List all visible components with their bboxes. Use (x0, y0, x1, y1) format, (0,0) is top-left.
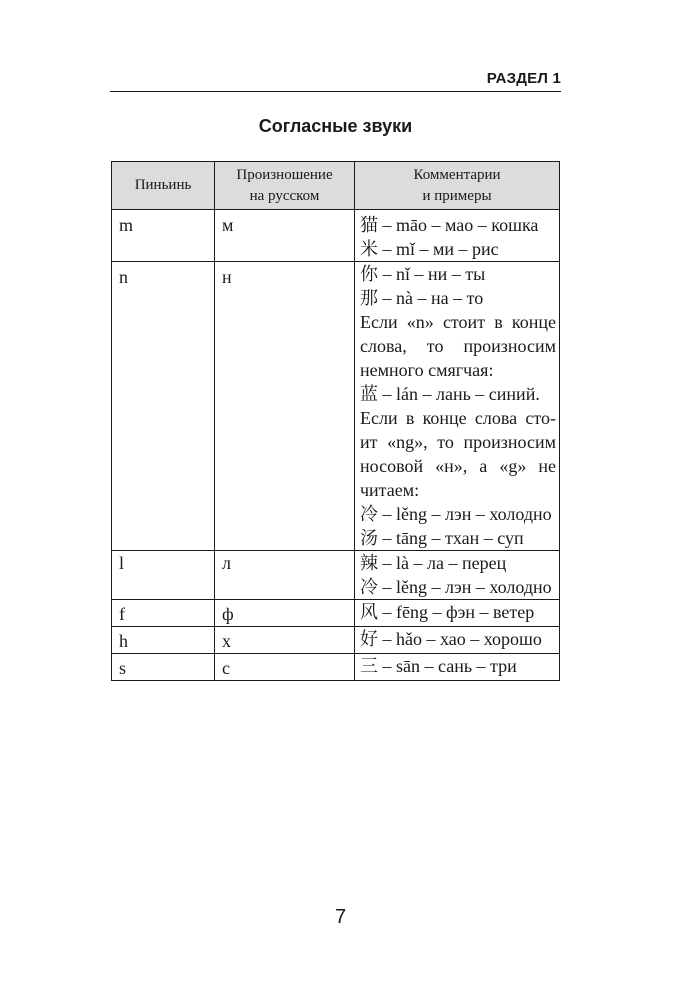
comment-line: 辣 – là – ла – перец (360, 553, 507, 573)
table-row (112, 654, 560, 681)
section-label: РАЗДЕЛ 1 (486, 70, 561, 87)
comment-line: 三 – sān – сань – три (360, 656, 517, 676)
russian-cell: л (215, 551, 355, 600)
comment-line: Если «n» стоит в конце (360, 312, 556, 332)
pinyin-cell: n (112, 262, 215, 551)
pinyin-cell: f (112, 600, 215, 627)
russian-cell: х (215, 627, 355, 654)
comment-line: Если в конце слова сто- (360, 408, 556, 428)
header-pronunciation (215, 162, 355, 210)
comment-line: 好 – hǎo – хао – хорошо (360, 629, 542, 649)
header-comments (355, 162, 560, 210)
header-pronunciation-line2: на русском (249, 187, 320, 204)
comment-cell (355, 627, 560, 654)
pinyin-cell: l (112, 551, 215, 600)
header-pronunciation-line1: Произношение (236, 166, 333, 183)
comment-cell (355, 600, 560, 627)
pinyin-cell: h (112, 627, 215, 654)
table-row (112, 627, 560, 654)
comment-line: носовой «н», а «g» не (360, 456, 556, 476)
page-number: 7 (334, 906, 347, 928)
header-rule (110, 91, 561, 92)
comment-line: читаем: (360, 480, 420, 500)
comment-line: 冷 – lěng – лэн – холодно (360, 504, 552, 524)
comment-line: 汤 – tāng – тхан – суп (360, 528, 524, 548)
table-row (112, 551, 560, 600)
header-pinyin-label: Пиньинь (134, 177, 192, 193)
comment-line: ит «ng», то произносим (360, 432, 556, 452)
comment-line: 冷 – lěng – лэн – холодно (360, 577, 552, 597)
comment-cell (355, 262, 560, 551)
table-row (112, 210, 560, 262)
table-row (112, 600, 560, 627)
comment-line: 米 – mǐ – ми – рис (360, 239, 499, 259)
page-title: Согласные звуки (258, 116, 413, 136)
russian-cell: ф (215, 600, 355, 627)
russian-cell: м (215, 210, 355, 262)
comment-line: 风 – fēng – фэн – ветер (360, 602, 535, 622)
pinyin-cell: s (112, 654, 215, 681)
header-comments-line1: Комментарии (413, 166, 501, 183)
russian-cell: н (215, 262, 355, 551)
header-comments-line2: и примеры (422, 187, 492, 204)
comment-line: слова, то произносим (360, 336, 556, 356)
comment-cell (355, 654, 560, 681)
comment-line: 猫 – māo – мао – кошка (360, 215, 539, 235)
table-header-row (112, 162, 560, 210)
consonants-table (111, 161, 560, 681)
comment-cell (355, 551, 560, 600)
comment-line: 那 – nà – на – то (360, 288, 484, 308)
comment-line: немного смягчая: (360, 360, 494, 380)
table-row (112, 262, 560, 551)
pinyin-cell: m (112, 210, 215, 262)
header-pinyin (112, 162, 215, 210)
comment-line: 蓝 – lán – лань – синий. (360, 384, 540, 404)
russian-cell: с (215, 654, 355, 681)
comment-cell (355, 210, 560, 262)
comment-line: 你 – nǐ – ни – ты (360, 264, 486, 284)
